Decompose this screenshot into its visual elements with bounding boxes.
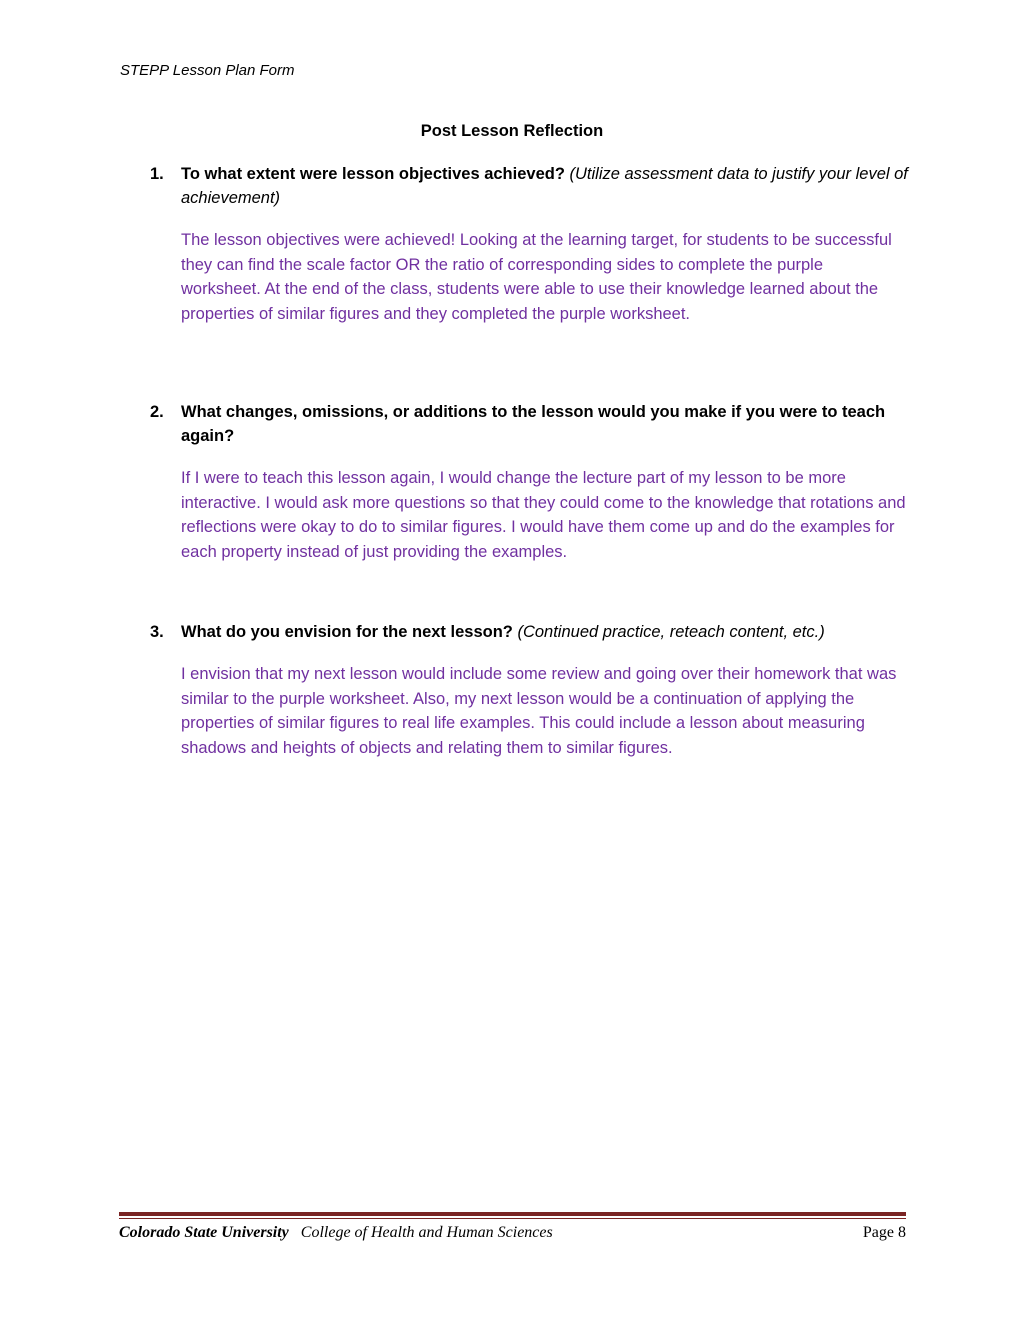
question-number: 3. [150, 623, 164, 641]
question-note: (Continued practice, reteach content, etc.) [512, 623, 825, 641]
footer-college: College of Health and Human Sciences [300, 1224, 553, 1241]
question-text [181, 620, 910, 644]
question-prompt: What changes, omissions, or additions to the lesson would you make if you were to teach again? [181, 403, 886, 445]
footer-row [119, 1224, 906, 1242]
question-3 [150, 620, 910, 760]
answer-text: If I were to teach this lesson again, I would change the lecture part of my lesson to be more interactive. I would ask more questions so that they could come to the knowledge that rotations and reflections were okay to do to similar figures. I would have them come up and do the examples for each property instead of just providing the examples. [181, 469, 906, 561]
footer-rule-thin [119, 1218, 906, 1219]
footer-rule [119, 1212, 906, 1216]
page-footer [119, 1212, 906, 1242]
question-text [181, 400, 910, 448]
question-note: (Utilize assessment data to justify your level of achievement) [181, 165, 908, 207]
question-text [181, 162, 910, 210]
footer-page-number: Page 8 [862, 1224, 906, 1241]
answer-text: I envision that my next lesson would include some review and going over their homework that was similar to the purple worksheet. Also, my next lesson would be a continuation of applying the properties of similar figures to real life examples. This could include a lesson about measuring shadows and heights of objects and relating them to similar figures. [181, 665, 897, 757]
question-prompt: What do you envision for the next lesson? [181, 623, 513, 641]
question-prompt: To what extent were lesson objectives achieved? [181, 165, 565, 183]
question-number: 2. [150, 403, 164, 421]
footer-university: Colorado State University [119, 1224, 289, 1241]
question-number: 1. [150, 165, 164, 183]
question-1 [150, 162, 910, 326]
answer-text: The lesson objectives were achieved! Looking at the learning target, for students to be successful they can find the scale factor OR the ratio of corresponding sides to complete the purple worksheet. At the end of the class, students were able to use their knowledge learned about the properties of similar figures and they completed the purple worksheet. [181, 231, 892, 323]
section-title: Post Lesson Reflection [420, 122, 604, 140]
page-header: STEPP Lesson Plan Form [120, 62, 295, 79]
question-2 [150, 400, 910, 564]
